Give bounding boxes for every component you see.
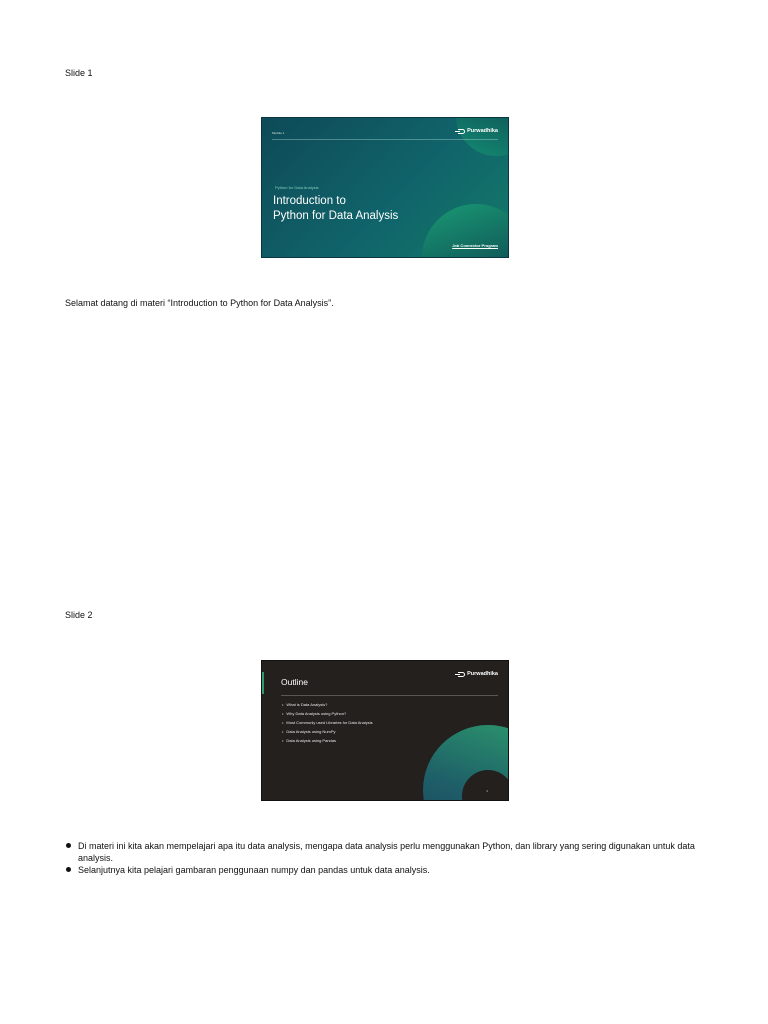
slide-1-divider — [272, 139, 498, 140]
slide-1-title — [273, 194, 398, 224]
slide-1-footer: Job Connector Program — [452, 243, 498, 248]
outline-item: • What is Data Analysis? — [282, 700, 373, 709]
slide-2-accent-bar — [262, 672, 264, 694]
slide-2-notes — [65, 840, 705, 876]
slide-2-title: Outline — [281, 677, 308, 687]
slide-2-logo-text: Purwadhika — [467, 671, 498, 677]
outline-item: • Why Data Analysis using Python? — [282, 709, 373, 718]
outline-item: • Data Analysis using Pandas — [282, 736, 373, 745]
slide-1-logo-text: Purwadhika — [467, 128, 498, 134]
slide-2-logo — [458, 671, 498, 677]
outline-list — [282, 700, 373, 745]
slide-1-title-line-1: Introduction to — [273, 195, 346, 207]
slide-1-label: Slide 1 — [65, 68, 93, 78]
slide-2-thumbnail — [261, 660, 509, 801]
slide-1-caption: Selamat datang di materi “Introduction to Python for Data Analysis”. — [65, 298, 334, 308]
slide-1-thumbnail — [261, 117, 509, 258]
decorative-arc-bottom — [422, 204, 509, 258]
outline-item: • Most Commonly used Libraries for Data Analysis — [282, 718, 373, 727]
slide-1-title-line-2: Python for Data Analysis — [273, 210, 399, 222]
note-item: Di materi ini kita akan mempelajari apa itu data analysis, mengapa data analysis perlu menggunakan Python, dan library yang sering digunakan untuk data analysis. — [65, 840, 705, 864]
slide-2-label: Slide 2 — [65, 610, 93, 620]
slide-2-divider — [281, 695, 498, 696]
outline-item: • Data Analysis using NumPy — [282, 727, 373, 736]
purwadhika-logo-icon — [458, 129, 465, 134]
note-item: Selanjutnya kita pelajari gambaran penggunaan numpy dan pandas untuk data analysis. — [65, 864, 705, 876]
slide-1-module-label: Module 1 — [272, 131, 285, 135]
decorative-arc-top — [456, 117, 509, 156]
purwadhika-logo-icon — [458, 672, 465, 677]
slide-2-page-number: 2 — [486, 789, 488, 793]
slide-1-logo — [458, 128, 498, 134]
slide-1-subtitle: Python for Data Analysis — [275, 185, 319, 190]
